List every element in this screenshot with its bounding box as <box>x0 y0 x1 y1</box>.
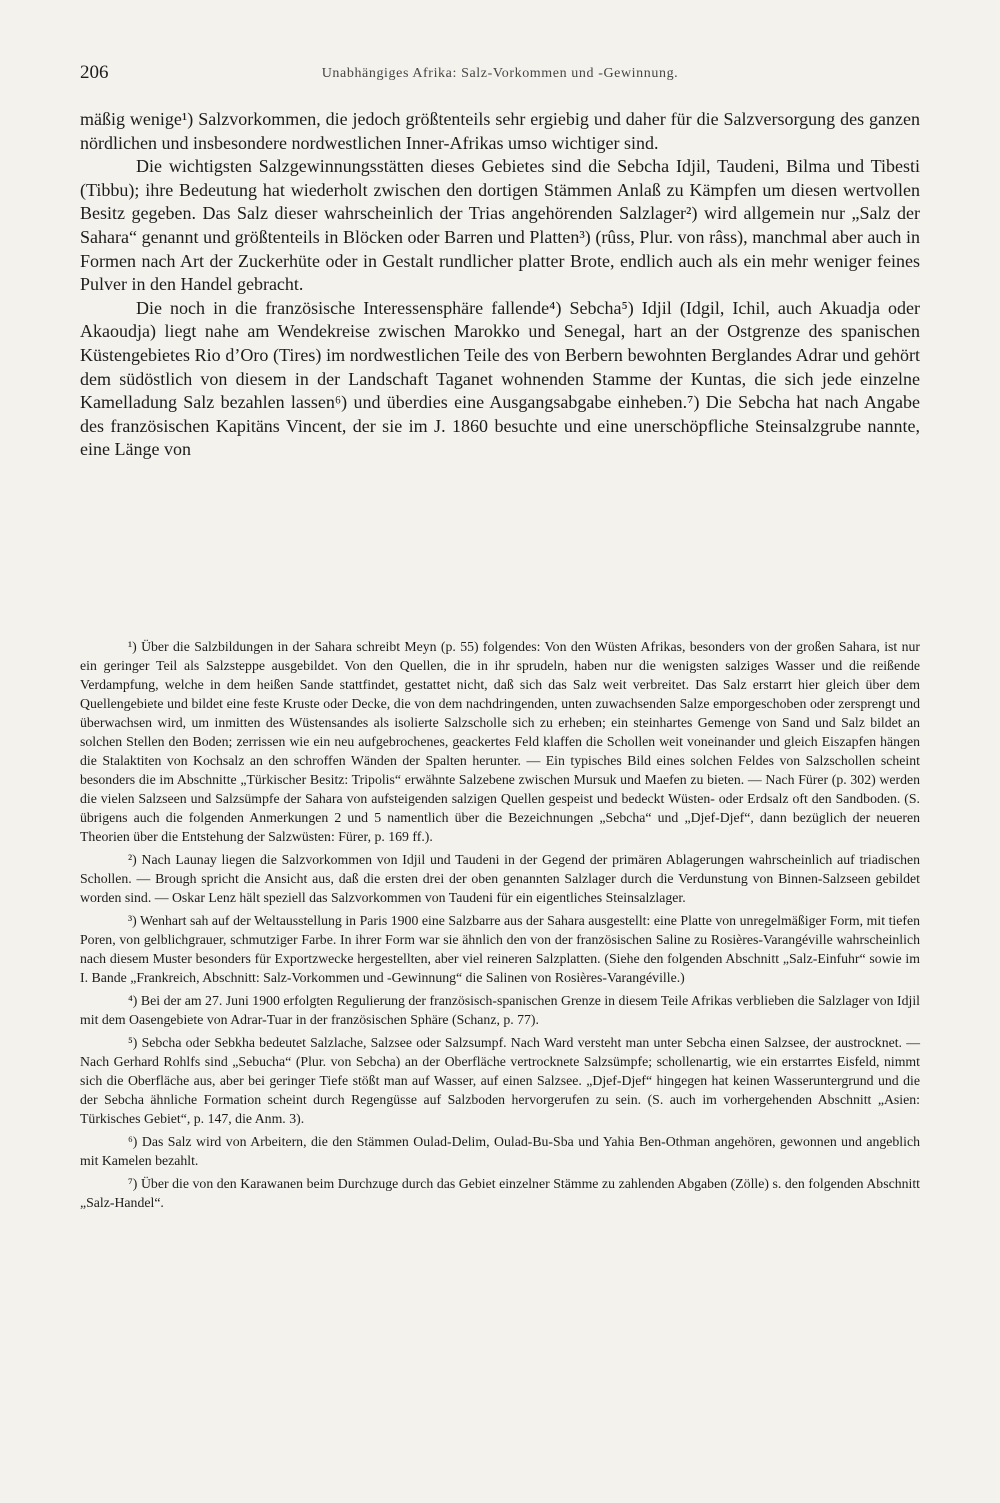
footnote: ⁴) Bei der am 27. Juni 1900 erfolgten Regulierung der französisch-spanischen Grenze in diesem Teile Afrikas verblieben die Salzlager von Idjil mit dem Oasengebiete von Adrar-Tuar in der französischen Sphäre (Schanz, p. 77). <box>80 993 920 1027</box>
running-head: Unabhängiges Afrika: Salz-Vorkommen und -Gewinnung. <box>321 66 679 81</box>
body-paragraph: Die noch in die französische Interessensphäre fallende⁴) Sebcha⁵) Idjil (Idgil, Ichil, auch Akuadja oder Akaoudja) liegt nahe am Wendekreise zwischen Marokko und Senegal, hart an der Ostgrenze des spanischen Küstengebietes Rio d’Oro (Tires) im nordwestlichen Teile des von Berbern bewohnten Berglandes Adrar und gehört dem südöstlich von diesem in der Landschaft Taganet wohnenden Stamme der Kuntas, die sich jede einzelne Kamelladung Salz bezahlen lassen⁶) und überdies eine Ausgangsabgabe einheben.⁷) Die Sebcha hat nach Angabe des französischen Kapitäns Vincent, der sie im J. 1860 besuchte und eine unerschöpfliche Steinsalzgrube nannte, eine Länge von <box>80 297 920 460</box>
body-paragraph: Die wichtigsten Salzgewinnungsstätten dieses Gebietes sind die Sebcha Idjil, Taudeni, Bilma und Tibesti (Tibbu); ihre Bedeutung hat wiederholt zwischen den dortigen Stämmen Anlaß zu Kämpfen um diesen wertvollen Besitz gegeben. Das Salz dieser wahrscheinlich der Trias angehörenden Salzlager²) wird allgemein nur „Salz der Sahara“ genannt und größtenteils in Blöcken oder Barren und Platten³) (rûss, Plur. von râss), manchmal aber auch in Formen nach Art der Zuckerhüte oder in Gestalt rundlicher platter Brote, endlich auch als ein mehr weniger feines Pulver in den Handel gebracht. <box>80 156 920 295</box>
page-number: 206 <box>80 62 109 83</box>
footnote: ⁷) Über die von den Karawanen beim Durchzuge durch das Gebiet einzelner Stämme zu zahlenden Abgaben (Zölle) s. den folgenden Abschnitt „Salz-Handel“. <box>80 1176 920 1210</box>
footnote: ³) Wenhart sah auf der Weltausstellung in Paris 1900 eine Salzbarre aus der Sahara ausgestellt: eine Platte von unregelmäßiger Form, mit tiefen Poren, von gelblichgrauer, schmutziger Farbe. In ihrer Form war sie ähnlich den von der französischen Saline zu Rosières-Varangéville wahrscheinlich nach diesem Muster besonders für Exportzwecke hergestellten, aber viel reineren Salzplatten. (Siehe den folgenden Abschnitt „Salz-Einfuhr“ sowie im I. Bande „Frankreich, Abschnitt: Salz-Vorkommen und -Gewinnung“ die Salinen von Rosières-Varangéville.) <box>80 913 920 985</box>
footnote: ¹) Über die Salzbildungen in der Sahara schreibt Meyn (p. 55) folgendes: Von den Wüsten Afrikas, besonders von der großen Sahara, ist nur ein geringer Teil als Salzsteppe ausgebildet. Von den Quellen, die in ihr sprudeln, haben nur die wenigsten salziges Wasser und die reißende Verdampfung, welche in dem heißen Sande stattfindet, gestattet nicht, daß sich das Salz weit verbreitet. Das Salz erstarrt hier gleich über dem Quellengebiete und bildet eine feste Kruste oder Decke, die von dem nachdringenden, unten zuwachsenden Salze emporgeschoben oder zersprengt und überwachsen wird, um inmitten des Wüstensandes als isolierte Salzscholle sich zu erheben; ein steinhartes Gemenge von Sand und Salz bildet an solchen Stellen den Boden; zerrissen wie ein neu aufgebrochenes, geackertes Feld klaffen die Schollen weit voneinander und gleich Eiszapfen hängen die Stalaktiten von Kochsalz an den schroffen Wänden der Spalten herunter. — Ein typisches Bild eines solchen Feldes von Salzschollen scheint besonders die im Abschnitte „Türkischer Besitz: Tripolis“ erwähnte Salzebene zwischen Mursuk und Maefen zu bieten. — Nach Fürer (p. 302) werden die vielen Salzseen und Salzsümpfe der Sahara von aufsteigenden salzigen Quellen gespeist und bedeckt Wüsten- oder Erdsalz oft den Sandboden. (S. übrigens auch die folgenden Anmerkungen 2 und 5 namentlich über die Bezeichnungen „Sebcha“ und „Djef-Djef“, dann bezüglich der neueren Theorien über die Entstehung der Salzwüsten: Fürer, p. 169 ff.). <box>80 639 920 844</box>
footnote: ²) Nach Launay liegen die Salzvorkommen von Idjil und Taudeni in der Gegend der primären Ablagerungen wahrscheinlich auf triadischen Schollen. — Brough spricht die Ansicht aus, daß die ersten drei der oben genannten Salzlager durch die Verdunstung von Binnen-Salzseen gebildet worden sind. — Oskar Lenz hält speziell das Salzvorkommen von Taudeni für ein eigentliches Steinsalzlager. <box>80 852 920 905</box>
footnote: ⁶) Das Salz wird von Arbeitern, die den Stämmen Oulad-Delim, Oulad-Bu-Sba und Yahia Ben-Othman angehören, gewonnen und angeblich mit Kamelen bezahlt. <box>80 1134 920 1168</box>
footnotes <box>80 637 920 1216</box>
main-text <box>80 108 920 462</box>
body-paragraph: mäßig wenige¹) Salzvorkommen, die jedoch größtenteils sehr ergiebig und daher für die Salzversorgung des ganzen nördlichen und insbesondere nordwestlichen Inner-Afrikas umso wichtiger sind. <box>80 109 920 153</box>
footnote: ⁵) Sebcha oder Sebkha bedeutet Salzlache, Salzsee oder Salzsumpf. Nach Ward versteht man unter Sebcha einen Salzsee, der austrocknet. — Nach Gerhard Rohlfs sind „Sebucha“ (Plur. von Sebcha) an der Oberfläche vertrocknete Salzsümpfe; schollenartig, wie ein erstarrtes Eisfeld, nimmt sich die Oberfläche aus, aber bei geringer Tiefe stößt man auf Wasser, auf einen Salzsee. „Djef-Djef“ hingegen hat keinen Wasseruntergrund und die der Sebcha ähnliche Formation scheint durch Regengüsse auf Salzboden hervorgerufen zu sein. (S. auch im vorhergehenden Abschnitt „Asien: Türkisches Gebiet“, p. 147, die Anm. 3). <box>80 1035 920 1126</box>
page-header <box>80 62 920 86</box>
